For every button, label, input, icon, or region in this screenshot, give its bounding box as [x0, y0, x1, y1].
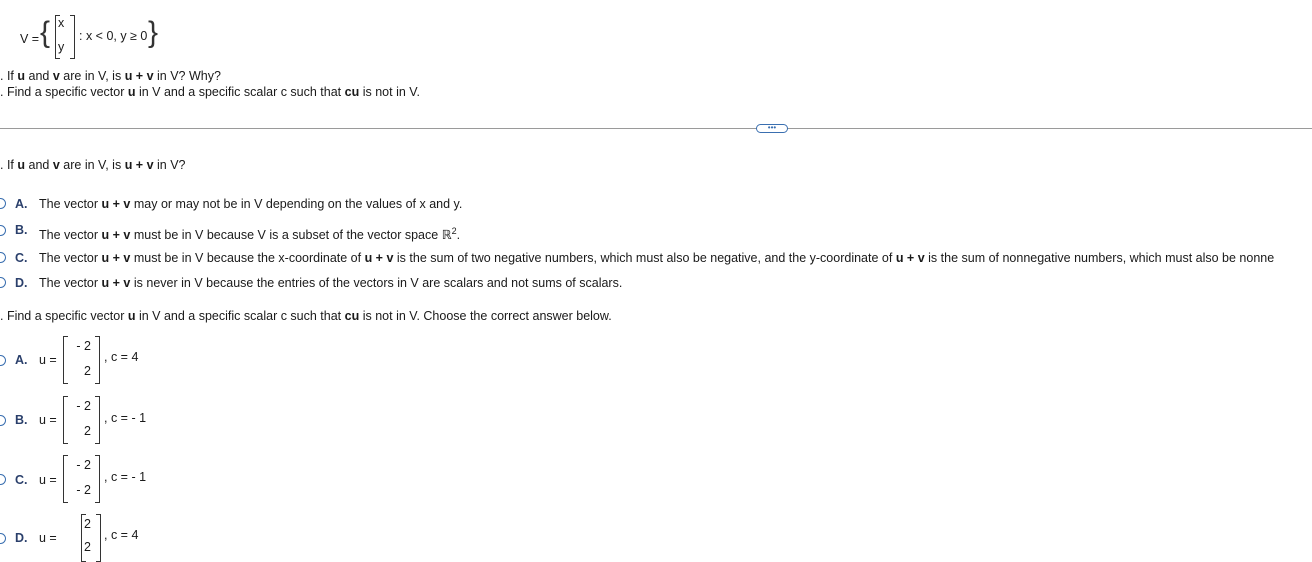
part-b-option-d-bottom-entry: 2	[84, 540, 91, 554]
part-b-option-b-radio[interactable]	[0, 415, 6, 426]
part-b-option-d-radio[interactable]	[0, 533, 6, 544]
question-b-header: . Find a specific vector u in V and a specific scalar c such that cu is not in V.	[0, 85, 420, 99]
more-options-button[interactable]: •••	[756, 124, 788, 133]
part-b-option-b-scalar: , c = - 1	[104, 411, 147, 425]
part-b-option-d-right-bracket	[96, 514, 101, 562]
part-b-option-b-top-entry: - 2	[76, 399, 91, 413]
part-b-option-c-radio[interactable]	[0, 474, 6, 485]
part-a-option-c-radio[interactable]	[0, 252, 6, 263]
question-a-header: . If u and v are in V, is u + v in V? Why?	[0, 69, 221, 83]
part-a-option-b-radio[interactable]	[0, 225, 6, 236]
part-b-option-a-scalar: , c = 4	[104, 350, 139, 364]
part-a-option-b-text[interactable]: The vector u + v must be in V because V is a subset of the vector space ℝ$^2$.	[39, 226, 461, 243]
part-b-option-a-u-label: u =	[39, 353, 57, 367]
part-b-option-c-scalar: , c = - 1	[104, 470, 147, 484]
vector-entry-x: x	[58, 16, 65, 30]
part-a-question: . If u and v are in V, is u + v in V?	[0, 158, 186, 172]
part-a-option-d-letter: D.	[15, 276, 28, 290]
part-a-option-a-text[interactable]: The vector u + v may or may not be in V depending on the values of x and y.	[39, 197, 463, 211]
part-b-option-c-top-entry: - 2	[76, 458, 91, 472]
part-b-option-b-right-bracket	[95, 396, 100, 444]
part-a-option-c-text[interactable]: The vector u + v must be in V because the x-coordinate of u + v is the sum of two negative numbers, which must also be negative, and the y-coordinate of u + v is the sum of nonnegative numbers, which must also be nonne	[39, 251, 1275, 265]
part-a-option-b-letter: B.	[15, 223, 28, 237]
part-b-option-b-left-bracket	[63, 396, 68, 444]
set-lhs: V =	[20, 32, 40, 46]
part-a-option-a-letter: A.	[15, 197, 28, 211]
part-b-option-a-right-bracket	[95, 336, 100, 384]
part-b-option-a-radio[interactable]	[0, 355, 6, 366]
part-b-option-c-u-label: u =	[39, 473, 57, 487]
part-b-option-d-u-label: u =	[39, 531, 57, 545]
part-b-option-a-letter: A.	[15, 353, 28, 367]
right-brace: }	[148, 16, 159, 49]
part-b-question: . Find a specific vector u in V and a specific scalar c such that cu is not in V. Choose the correct answer below.	[0, 309, 612, 323]
part-b-option-d-scalar: , c = 4	[104, 528, 139, 542]
part-b-option-a-top-entry: - 2	[76, 339, 91, 353]
part-b-option-d-top-entry: 2	[84, 517, 91, 531]
part-a-option-c-letter: C.	[15, 251, 28, 265]
part-b-option-a-left-bracket	[63, 336, 68, 384]
part-b-option-c-letter: C.	[15, 473, 28, 487]
part-b-option-d-letter: D.	[15, 531, 28, 545]
vector-entry-y: y	[58, 40, 65, 54]
vector-right-bracket	[70, 15, 75, 59]
section-divider	[0, 128, 1312, 129]
part-b-option-c-bottom-entry: - 2	[76, 483, 91, 497]
part-b-option-c-right-bracket	[95, 455, 100, 503]
set-condition: : x < 0, y ≥ 0	[79, 29, 148, 43]
part-b-option-b-bottom-entry: 2	[84, 424, 91, 438]
part-a-option-d-radio[interactable]	[0, 277, 6, 288]
part-a-option-d-text[interactable]: The vector u + v is never in V because the entries of the vectors in V are scalars and not sums of scalars.	[39, 276, 623, 290]
part-b-option-a-bottom-entry: 2	[84, 364, 91, 378]
part-b-option-b-letter: B.	[15, 413, 28, 427]
left-brace: {	[40, 16, 51, 49]
part-b-option-c-left-bracket	[63, 455, 68, 503]
part-b-option-b-u-label: u =	[39, 413, 57, 427]
part-a-option-a-radio[interactable]	[0, 198, 6, 209]
